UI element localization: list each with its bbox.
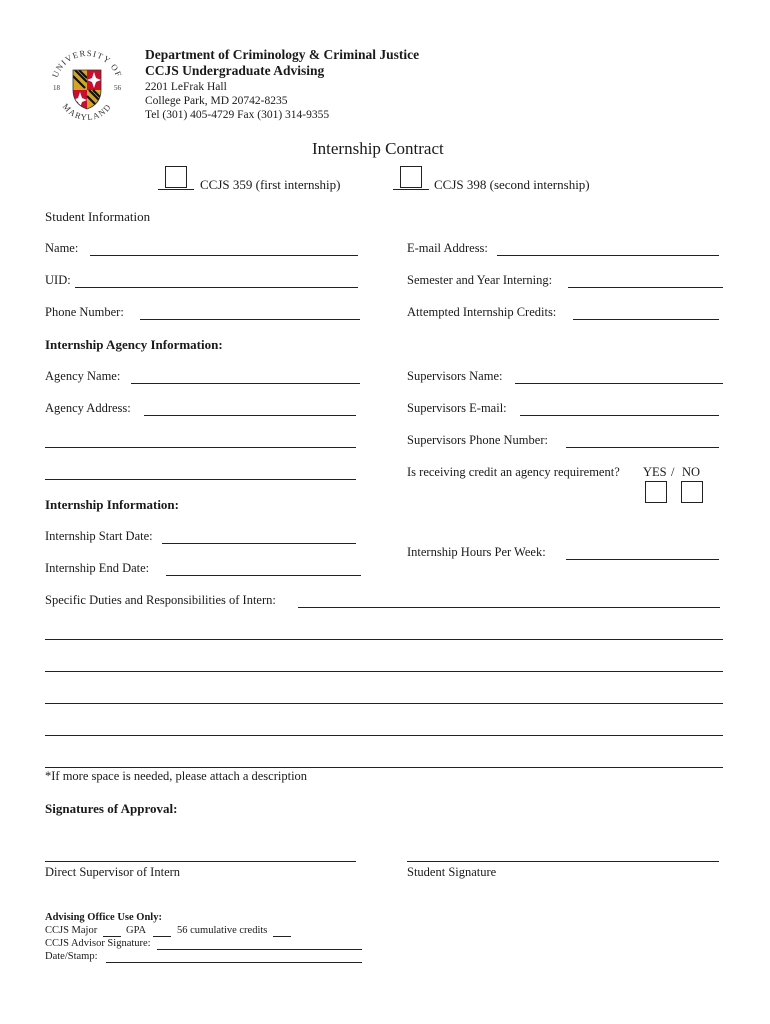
email-field[interactable]: [497, 255, 719, 256]
end-date-field[interactable]: [166, 575, 361, 576]
ccjs-major-field[interactable]: [103, 936, 121, 937]
supervisor-email-label: Supervisors E-mail:: [407, 401, 507, 415]
seal-year-right: 56: [114, 84, 121, 92]
start-date-field[interactable]: [162, 543, 356, 544]
duties-field-6[interactable]: [45, 767, 723, 768]
more-space-note: *If more space is needed, please attach a description: [45, 769, 308, 783]
maryland-flag-shield: [73, 70, 101, 110]
start-date-label: Internship Start Date:: [45, 529, 153, 543]
gpa-field[interactable]: [153, 936, 171, 937]
credits-field[interactable]: [573, 319, 719, 320]
department-name: Department of Criminology & Criminal Justice: [145, 47, 420, 62]
duties-field-2[interactable]: [45, 639, 723, 640]
agency-name-field[interactable]: [131, 383, 360, 384]
no-checkbox[interactable]: [681, 481, 703, 503]
uid-field[interactable]: [75, 287, 358, 288]
supervisor-signature-line[interactable]: [45, 861, 356, 862]
seal-arc-bottom: MARYLAND: [60, 101, 114, 123]
address-line-1: 2201 LeFrak Hall: [145, 81, 227, 93]
supervisor-name-label: Supervisors Name:: [407, 369, 503, 383]
student-signature-line[interactable]: [407, 861, 719, 862]
cumulative-credits-field[interactable]: [273, 936, 291, 937]
seal-graphic: [44, 44, 130, 130]
course-359-checkbox[interactable]: [165, 166, 187, 188]
date-stamp-label: Date/Stamp:: [45, 951, 98, 962]
agency-info-heading: Internship Agency Information:: [45, 337, 223, 352]
name-label: Name:: [45, 241, 79, 255]
agency-address-field-2[interactable]: [45, 447, 356, 448]
phone-label: Phone Number:: [45, 305, 124, 319]
course-359-label: CCJS 359 (first internship): [200, 177, 341, 192]
office-use-heading: Advising Office Use Only:: [45, 912, 162, 923]
date-stamp-field[interactable]: [106, 962, 362, 963]
gpa-label: GPA: [126, 925, 147, 936]
email-label: E-mail Address:: [407, 241, 488, 255]
yes-checkbox[interactable]: [645, 481, 667, 503]
cumulative-credits-label: 56 cumulative credits: [177, 925, 268, 936]
supervisor-phone-field[interactable]: [566, 447, 719, 448]
duties-field-4[interactable]: [45, 703, 723, 704]
student-signature-label: Student Signature: [407, 865, 497, 879]
advisor-signature-label: CCJS Advisor Signature:: [45, 938, 151, 949]
supervisor-name-field[interactable]: [515, 383, 723, 384]
internship-info-heading: Internship Information:: [45, 497, 179, 512]
course-398-label: CCJS 398 (second internship): [434, 177, 590, 192]
semester-field[interactable]: [568, 287, 723, 288]
credits-label: Attempted Internship Credits:: [407, 305, 557, 319]
student-info-heading: Student Information: [45, 209, 151, 224]
ccjs-major-label: CCJS Major: [45, 925, 98, 936]
credit-requirement-label: Is receiving credit an agency requirement?: [407, 465, 620, 479]
document-title: Internship Contract: [312, 139, 444, 158]
agency-address-field-3[interactable]: [45, 479, 356, 480]
advisor-signature-field[interactable]: [157, 949, 362, 950]
signatures-heading: Signatures of Approval:: [45, 801, 178, 816]
duties-field-5[interactable]: [45, 735, 723, 736]
hours-per-week-field[interactable]: [566, 559, 719, 560]
name-field[interactable]: [90, 255, 358, 256]
course-398-underline: [393, 189, 429, 190]
semester-label: Semester and Year Interning:: [407, 273, 553, 287]
supervisor-signature-label: Direct Supervisor of Intern: [45, 865, 181, 879]
agency-address-field-1[interactable]: [144, 415, 356, 416]
supervisor-phone-label: Supervisors Phone Number:: [407, 433, 548, 447]
duties-field-1[interactable]: [298, 607, 720, 608]
course-398-checkbox[interactable]: [400, 166, 422, 188]
duties-field-3[interactable]: [45, 671, 723, 672]
supervisor-email-field[interactable]: [520, 415, 719, 416]
advising-office-name: CCJS Undergraduate Advising: [145, 63, 325, 78]
yes-no-separator: /: [671, 465, 675, 479]
hours-per-week-label: Internship Hours Per Week:: [407, 545, 546, 559]
seal-arc-top: UNIVERSITY OF: [49, 47, 125, 79]
no-label: NO: [682, 465, 701, 479]
phone-fax-line: Tel (301) 405-4729 Fax (301) 314-9355: [145, 109, 330, 121]
course-359-underline: [158, 189, 194, 190]
yes-label: YES: [643, 465, 667, 479]
agency-name-label: Agency Name:: [45, 369, 121, 383]
address-line-2: College Park, MD 20742-8235: [145, 95, 288, 107]
seal-year-left: 18: [53, 84, 60, 92]
end-date-label: Internship End Date:: [45, 561, 150, 575]
agency-address-label: Agency Address:: [45, 401, 131, 415]
phone-field[interactable]: [140, 319, 360, 320]
duties-label: Specific Duties and Responsibilities of Intern:: [45, 593, 276, 607]
uid-label: UID:: [45, 273, 71, 287]
university-seal-logo: [44, 44, 130, 130]
